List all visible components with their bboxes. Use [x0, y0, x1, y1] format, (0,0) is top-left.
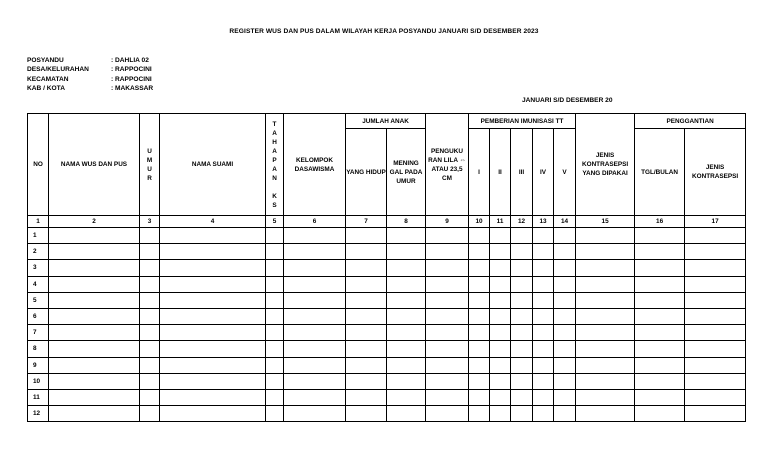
col-penggantian-header: PENGGANTIAN: [635, 114, 746, 129]
row-number: 1: [28, 228, 49, 244]
table-cell[interactable]: [140, 292, 160, 308]
table-cell[interactable]: [576, 260, 635, 276]
table-row: [28, 292, 746, 308]
table-cell[interactable]: [140, 325, 160, 341]
table-cell[interactable]: [160, 406, 266, 422]
table-cell[interactable]: [533, 308, 554, 324]
col-imunisasi-2: II: [490, 129, 511, 216]
table-cell[interactable]: [140, 228, 160, 244]
table-cell[interactable]: [49, 389, 140, 405]
table-cell[interactable]: [469, 276, 490, 292]
table-row: [28, 228, 746, 244]
row-number: 6: [28, 308, 49, 324]
table-cell[interactable]: [266, 276, 284, 292]
col-imunisasi-5: V: [554, 129, 576, 216]
table-cell[interactable]: [426, 228, 469, 244]
table-cell[interactable]: [160, 389, 266, 405]
table-cell[interactable]: [387, 276, 426, 292]
table-cell[interactable]: [266, 389, 284, 405]
table-cell[interactable]: [284, 244, 346, 260]
table-cell[interactable]: [140, 373, 160, 389]
table-cell[interactable]: [49, 260, 140, 276]
vertical-letter: U: [147, 147, 152, 155]
table-row: [28, 325, 746, 341]
column-number: 9: [426, 216, 469, 228]
table-cell[interactable]: [266, 373, 284, 389]
row-number: 10: [28, 373, 49, 389]
table-cell[interactable]: [284, 373, 346, 389]
table-cell[interactable]: [387, 260, 426, 276]
vertical-letter: S: [272, 201, 277, 209]
table-cell[interactable]: [576, 244, 635, 260]
table-cell[interactable]: [685, 244, 746, 260]
column-number: 14: [554, 216, 576, 228]
info-row-kota: KAB / KOTA : MAKASSAR: [27, 85, 154, 93]
table-cell[interactable]: [49, 292, 140, 308]
table-cell[interactable]: [284, 357, 346, 373]
table-cell[interactable]: [49, 228, 140, 244]
table-cell[interactable]: [346, 389, 387, 405]
table-cell[interactable]: [387, 228, 426, 244]
table-cell[interactable]: [554, 341, 576, 357]
table-cell[interactable]: [511, 341, 533, 357]
table-cell[interactable]: [387, 325, 426, 341]
col-no-header: NO: [28, 114, 49, 216]
col-jenis-kontrasepsi-header: JENIS KONTRASEPSI YANG DIPAKAI: [576, 114, 635, 216]
table-cell[interactable]: [284, 389, 346, 405]
table-cell[interactable]: [490, 276, 511, 292]
table-cell[interactable]: [554, 389, 576, 405]
table-cell[interactable]: [635, 228, 685, 244]
table-cell[interactable]: [554, 228, 576, 244]
col-imunisasi-3: III: [511, 129, 533, 216]
table-cell[interactable]: [140, 389, 160, 405]
table-cell[interactable]: [160, 260, 266, 276]
col-yang-hidup-header: YANG HIDUP: [346, 129, 387, 216]
col-tgl-bulan-header: TGL/BULAN: [635, 129, 685, 216]
table-cell[interactable]: [469, 373, 490, 389]
table-cell[interactable]: [346, 357, 387, 373]
table-cell[interactable]: [511, 276, 533, 292]
table-cell[interactable]: [469, 357, 490, 373]
table-row: [28, 276, 746, 292]
table-cell[interactable]: [266, 325, 284, 341]
table-cell[interactable]: [346, 325, 387, 341]
vertical-letter: A: [272, 165, 277, 173]
table-cell[interactable]: [160, 357, 266, 373]
table-cell[interactable]: [469, 325, 490, 341]
table-cell[interactable]: [635, 406, 685, 422]
column-number: 10: [469, 216, 490, 228]
table-cell[interactable]: [685, 276, 746, 292]
table-cell[interactable]: [635, 244, 685, 260]
info-row-kecamatan: KECAMATAN : RAPPOCINI: [27, 75, 152, 83]
table-cell[interactable]: [387, 308, 426, 324]
table-cell[interactable]: [533, 244, 554, 260]
row-number: 8: [28, 341, 49, 357]
col-nama-wus-header: NAMA WUS DAN PUS: [49, 114, 140, 216]
row-number: 9: [28, 357, 49, 373]
column-number-row: [28, 216, 746, 228]
vertical-letter: H: [272, 138, 277, 146]
vertical-letter: U: [147, 165, 152, 173]
vertical-letter: N: [272, 174, 277, 182]
table-cell[interactable]: [533, 373, 554, 389]
table-cell[interactable]: [346, 276, 387, 292]
column-number: 16: [635, 216, 685, 228]
table-cell[interactable]: [284, 292, 346, 308]
table-cell[interactable]: [387, 389, 426, 405]
table-cell[interactable]: [511, 389, 533, 405]
table-cell[interactable]: [511, 228, 533, 244]
table-cell[interactable]: [576, 292, 635, 308]
column-number: 7: [346, 216, 387, 228]
table-cell[interactable]: [533, 389, 554, 405]
table-cell[interactable]: [490, 308, 511, 324]
table-cell[interactable]: [346, 260, 387, 276]
table-cell[interactable]: [49, 341, 140, 357]
table-cell[interactable]: [511, 260, 533, 276]
table-cell[interactable]: [140, 341, 160, 357]
table-cell[interactable]: [685, 341, 746, 357]
table-cell[interactable]: [490, 341, 511, 357]
table-cell[interactable]: [387, 341, 426, 357]
table-cell[interactable]: [469, 406, 490, 422]
col-pengukuran-lila-header: PENGUKU RAN LILA ⇔ ATAU 23,5 CM: [426, 114, 469, 216]
table-cell[interactable]: [266, 292, 284, 308]
table-cell[interactable]: [426, 308, 469, 324]
row-number: 2: [28, 244, 49, 260]
table-cell[interactable]: [140, 406, 160, 422]
table-row: [28, 373, 746, 389]
table-cell[interactable]: [426, 373, 469, 389]
row-number: 3: [28, 260, 49, 276]
table-cell[interactable]: [635, 276, 685, 292]
column-number: 13: [533, 216, 554, 228]
column-number: 6: [284, 216, 346, 228]
table-cell[interactable]: [576, 357, 635, 373]
table-cell[interactable]: [160, 228, 266, 244]
row-number: 11: [28, 389, 49, 405]
table-cell[interactable]: [160, 292, 266, 308]
table-cell[interactable]: [554, 373, 576, 389]
table-cell[interactable]: [554, 244, 576, 260]
table-cell[interactable]: [140, 244, 160, 260]
table-cell[interactable]: [346, 244, 387, 260]
table-cell[interactable]: [346, 308, 387, 324]
table-cell[interactable]: [140, 276, 160, 292]
table-cell[interactable]: [490, 292, 511, 308]
table-cell[interactable]: [284, 406, 346, 422]
table-cell[interactable]: [266, 357, 284, 373]
info-row-desa: DESA/KELURAHAN : RAPPOCINI: [27, 66, 152, 74]
table-cell[interactable]: [469, 292, 490, 308]
table-row: [28, 341, 746, 357]
column-number: 8: [387, 216, 426, 228]
table-cell[interactable]: [685, 228, 746, 244]
column-number: 1: [28, 216, 49, 228]
table-cell[interactable]: [284, 325, 346, 341]
vertical-letter: T: [272, 120, 277, 128]
col-meninggal-header: MENING GAL PADA UMUR: [387, 129, 426, 216]
table-cell[interactable]: [426, 276, 469, 292]
table-cell[interactable]: [490, 260, 511, 276]
table-cell[interactable]: [554, 325, 576, 341]
vertical-letter: P: [272, 156, 277, 164]
table-cell[interactable]: [426, 406, 469, 422]
vertical-letter: K: [272, 192, 277, 200]
table-cell[interactable]: [490, 244, 511, 260]
table-cell[interactable]: [266, 244, 284, 260]
vertical-letter: M: [146, 156, 153, 164]
vertical-letter: A: [272, 147, 277, 155]
table-cell[interactable]: [266, 406, 284, 422]
vertical-letter: [271, 183, 279, 192]
table-cell[interactable]: [685, 357, 746, 373]
table-cell[interactable]: [387, 406, 426, 422]
table-cell[interactable]: [511, 292, 533, 308]
table-cell[interactable]: [284, 341, 346, 357]
table-cell[interactable]: [685, 373, 746, 389]
col-jenis-kontrasepsi2-header: JENIS KONTRASEPSI: [685, 129, 746, 216]
table-cell[interactable]: [49, 244, 140, 260]
column-number: 12: [511, 216, 533, 228]
column-number: 2: [49, 216, 140, 228]
table-cell[interactable]: [49, 325, 140, 341]
col-nama-suami-header: NAMA SUAMI: [160, 114, 266, 216]
table-cell[interactable]: [469, 308, 490, 324]
table-cell[interactable]: [266, 260, 284, 276]
table-row: [28, 260, 746, 276]
table-cell[interactable]: [576, 276, 635, 292]
table-cell[interactable]: [284, 276, 346, 292]
table-cell[interactable]: [284, 260, 346, 276]
table-cell[interactable]: [160, 325, 266, 341]
table-cell[interactable]: [533, 357, 554, 373]
row-number: 12: [28, 406, 49, 422]
table-cell[interactable]: [576, 373, 635, 389]
table-cell[interactable]: [533, 260, 554, 276]
table-cell[interactable]: [554, 276, 576, 292]
col-tahapan-ks-header: [266, 114, 284, 216]
table-cell[interactable]: [490, 228, 511, 244]
posyandu-info: [27, 56, 153, 94]
col-imunisasi-header: PEMBERIAN IMUNISASI TT: [469, 114, 576, 129]
table-cell[interactable]: [49, 276, 140, 292]
table-cell[interactable]: [576, 341, 635, 357]
table-cell[interactable]: [266, 228, 284, 244]
table-cell[interactable]: [554, 357, 576, 373]
table-cell[interactable]: [533, 325, 554, 341]
table-cell[interactable]: [685, 308, 746, 324]
table-cell[interactable]: [635, 357, 685, 373]
table-cell[interactable]: [576, 389, 635, 405]
table-row: [28, 389, 746, 405]
table-cell[interactable]: [490, 389, 511, 405]
table-cell[interactable]: [490, 373, 511, 389]
table-cell[interactable]: [469, 244, 490, 260]
table-cell[interactable]: [49, 308, 140, 324]
table-cell[interactable]: [346, 373, 387, 389]
table-cell[interactable]: [576, 406, 635, 422]
column-number: 15: [576, 216, 635, 228]
table-cell[interactable]: [490, 406, 511, 422]
vertical-letter: R: [147, 174, 152, 182]
table-cell[interactable]: [635, 389, 685, 405]
table-cell[interactable]: [469, 260, 490, 276]
table-cell[interactable]: [49, 373, 140, 389]
table-cell[interactable]: [511, 357, 533, 373]
col-kelompok-header: KELOMPOK DASAWISMA: [284, 114, 346, 216]
table-cell[interactable]: [469, 341, 490, 357]
table-cell[interactable]: [160, 244, 266, 260]
table-cell[interactable]: [511, 308, 533, 324]
table-cell[interactable]: [533, 341, 554, 357]
table-cell[interactable]: [533, 292, 554, 308]
table-cell[interactable]: [576, 325, 635, 341]
table-cell[interactable]: [576, 308, 635, 324]
table-cell[interactable]: [140, 260, 160, 276]
period-label: JANUARI S/D DESEMBER 20: [522, 97, 613, 104]
table-cell[interactable]: [426, 292, 469, 308]
table-cell[interactable]: [266, 341, 284, 357]
info-row-posyandu: POSYANDU : DAHLIA 02: [27, 57, 149, 64]
table-cell[interactable]: [554, 308, 576, 324]
table-row: [28, 357, 746, 373]
table-cell[interactable]: [635, 260, 685, 276]
column-number: 17: [685, 216, 746, 228]
table-cell[interactable]: [511, 244, 533, 260]
column-number: 3: [140, 216, 160, 228]
table-cell[interactable]: [49, 357, 140, 373]
table-cell[interactable]: [426, 244, 469, 260]
table-cell[interactable]: [387, 373, 426, 389]
col-jumlah-anak-header: JUMLAH ANAK: [346, 114, 426, 129]
row-number: 7: [28, 325, 49, 341]
table-cell[interactable]: [635, 341, 685, 357]
table-cell[interactable]: [685, 406, 746, 422]
table-cell[interactable]: [635, 373, 685, 389]
table-cell[interactable]: [533, 228, 554, 244]
column-number: 5: [266, 216, 284, 228]
table-cell[interactable]: [426, 389, 469, 405]
table-cell[interactable]: [685, 389, 746, 405]
table-cell[interactable]: [490, 357, 511, 373]
table-cell[interactable]: [49, 406, 140, 422]
table-cell[interactable]: [387, 244, 426, 260]
col-imunisasi-1: I: [469, 129, 490, 216]
table-cell[interactable]: [140, 308, 160, 324]
table-cell[interactable]: [635, 308, 685, 324]
table-cell[interactable]: [387, 292, 426, 308]
table-cell[interactable]: [160, 276, 266, 292]
table-cell[interactable]: [160, 373, 266, 389]
table-cell[interactable]: [426, 357, 469, 373]
table-cell[interactable]: [511, 406, 533, 422]
table-cell[interactable]: [346, 341, 387, 357]
table-cell[interactable]: [533, 406, 554, 422]
table-cell[interactable]: [635, 325, 685, 341]
table-cell[interactable]: [426, 325, 469, 341]
table-cell[interactable]: [685, 325, 746, 341]
table-cell[interactable]: [284, 228, 346, 244]
table-cell[interactable]: [635, 292, 685, 308]
table-row: [28, 406, 746, 422]
column-number: 4: [160, 216, 266, 228]
table-cell[interactable]: [685, 260, 746, 276]
table-cell[interactable]: [346, 406, 387, 422]
table-row: [28, 244, 746, 260]
table-cell[interactable]: [576, 228, 635, 244]
table-cell[interactable]: [533, 276, 554, 292]
table-cell[interactable]: [426, 260, 469, 276]
col-umur-header: [140, 114, 160, 216]
table-cell[interactable]: [266, 308, 284, 324]
row-number: 4: [28, 276, 49, 292]
table-cell[interactable]: [554, 292, 576, 308]
header-row-1: [28, 114, 746, 129]
table-cell[interactable]: [490, 325, 511, 341]
table-cell[interactable]: [346, 292, 387, 308]
table-cell[interactable]: [554, 260, 576, 276]
table-cell[interactable]: [469, 228, 490, 244]
row-number: 5: [28, 292, 49, 308]
table-cell[interactable]: [685, 292, 746, 308]
table-cell[interactable]: [511, 325, 533, 341]
table-cell[interactable]: [140, 357, 160, 373]
table-cell[interactable]: [160, 341, 266, 357]
table-cell[interactable]: [511, 373, 533, 389]
col-imunisasi-4: IV: [533, 129, 554, 216]
page-title: REGISTER WUS DAN PUS DALAM WILAYAH KERJA POSYANDU JANUARI S/D DESEMBER 2023: [229, 28, 539, 35]
column-number: 11: [490, 216, 511, 228]
table-cell[interactable]: [469, 389, 490, 405]
register-table: [27, 113, 746, 422]
table-row: [28, 308, 746, 324]
table-cell[interactable]: [284, 308, 346, 324]
table-cell[interactable]: [554, 406, 576, 422]
table-cell[interactable]: [387, 357, 426, 373]
vertical-letter: A: [272, 129, 277, 137]
table-cell[interactable]: [426, 341, 469, 357]
table-cell[interactable]: [160, 308, 266, 324]
table-cell[interactable]: [346, 228, 387, 244]
